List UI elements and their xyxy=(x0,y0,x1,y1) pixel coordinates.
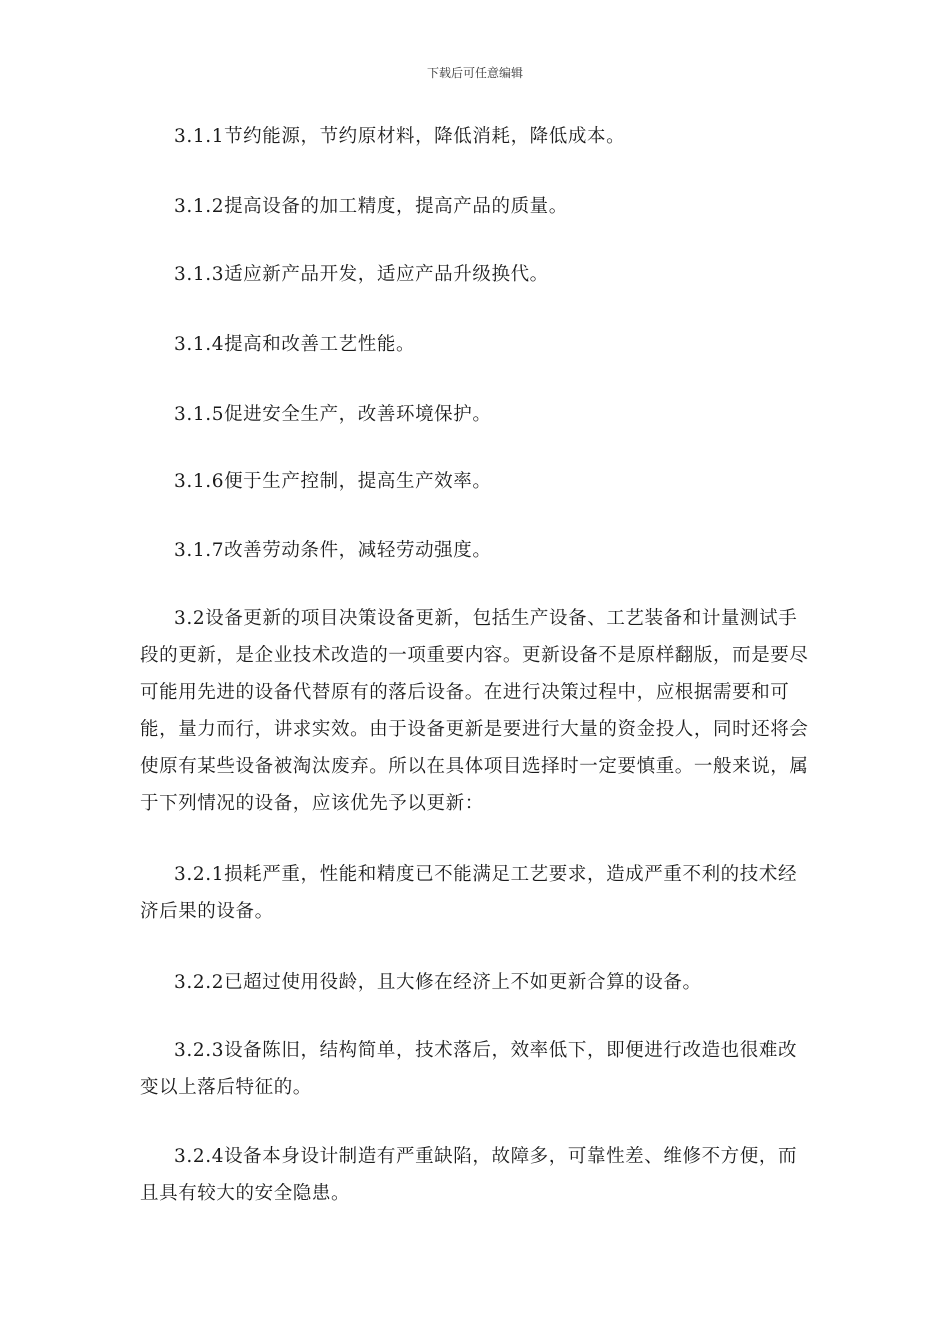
paragraph-3-2-4: 3.2.4设备本身设计制造有严重缺陷，故障多，可靠性差、维修不方便，而且具有较大的安全隐患。 xyxy=(140,1146,798,1204)
paragraph-3-2: 3.2设备更新的项目决策设备更新，包括生产设备、工艺装备和计量测试手段的更新，是企业技术改造的一项重要内容。更新设备不是原样翻版，而是要尽可能用先进的设备代替原有的落后设备。在进行决策过程中，应根据需要和可能，量力而行，讲求实效。由于设备更新是要进行大量的资金投人，同时还将会使原有某些设备被淘汰废弃。所以在具体项目选择时一定要慎重。一般来说，属于下列情况的设备，应该优先予以更新： xyxy=(140,608,809,814)
paragraph-3-1-2: 3.1.2提高设备的加工精度，提高产品的质量。 xyxy=(174,196,568,217)
paragraph-3-1-7: 3.1.7改善劳动条件，减轻劳动强度。 xyxy=(174,540,492,561)
paragraph-3-1-5: 3.1.5促进安全生产，改善环境保护。 xyxy=(174,404,492,425)
paragraph-3-1-4: 3.1.4提高和改善工艺性能。 xyxy=(174,334,416,355)
paragraph-3-1-1: 3.1.1节约能源，节约原材料，降低消耗，降低成本。 xyxy=(174,126,626,147)
paragraph-3-1-6: 3.1.6便于生产控制，提高生产效率。 xyxy=(174,471,492,492)
paragraph-3-2-3: 3.2.3设备陈旧，结构简单，技术落后，效率低下，即便进行改造也很难改变以上落后特征的。 xyxy=(140,1040,798,1098)
page-header: 下载后可任意编辑 xyxy=(426,66,523,80)
paragraph-3-1-3: 3.1.3适应新产品开发，适应产品升级换代。 xyxy=(174,264,549,285)
paragraph-3-2-1: 3.2.1损耗严重，性能和精度已不能满足工艺要求，造成严重不利的技术经济后果的设备。 xyxy=(140,864,798,922)
paragraph-3-2-2: 3.2.2已超过使用役龄，且大修在经济上不如更新合算的设备。 xyxy=(174,972,702,993)
